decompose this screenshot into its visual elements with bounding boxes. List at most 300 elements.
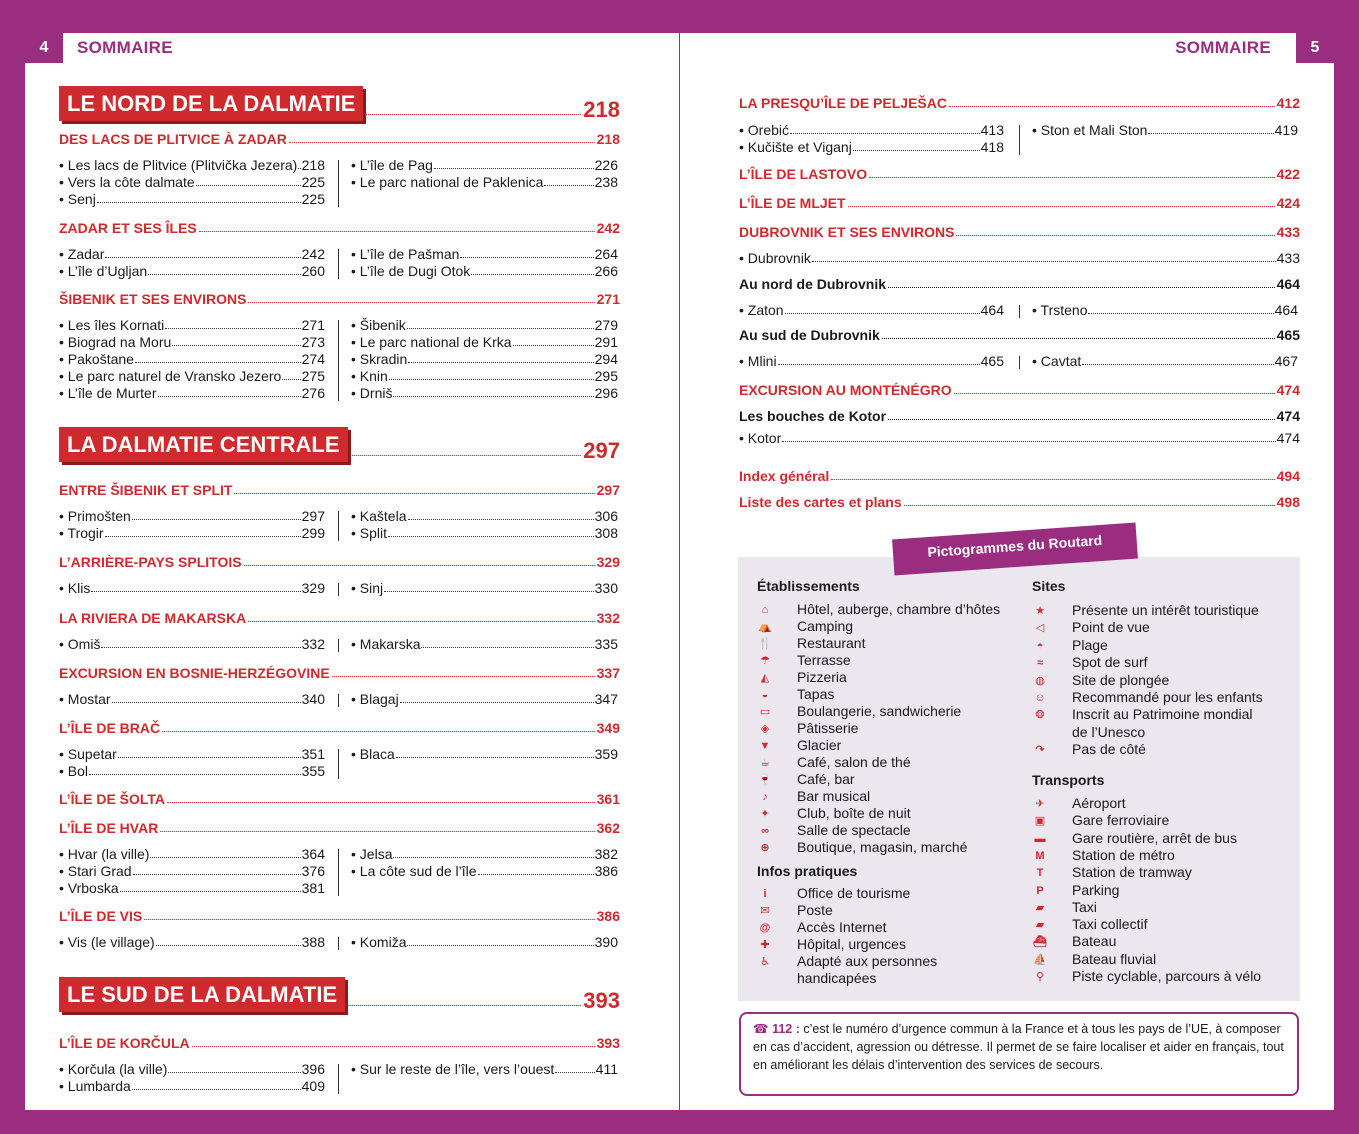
- leader-dots: [513, 345, 594, 346]
- toc-entry[interactable]: [351, 246, 618, 262]
- legend-item: [1032, 637, 1108, 654]
- legend-item-label: Pizzeria: [797, 669, 847, 685]
- blank-icon: [757, 972, 773, 986]
- entry-label: • Trogir: [59, 525, 104, 541]
- entry-label: • Komiža: [351, 934, 407, 950]
- legend-item: [757, 936, 906, 953]
- page-number-left: 4: [25, 33, 63, 63]
- toc-entry[interactable]: [59, 636, 325, 652]
- legend-item-label: Café, salon de thé: [797, 754, 911, 770]
- leader-dots: [888, 287, 1275, 288]
- section-heading[interactable]: [739, 408, 1300, 424]
- wheelchair-icon: ♿: [760, 956, 770, 968]
- section-title: LA PRESQU’ÎLE DE PELJEŠAC: [739, 95, 947, 111]
- music-icon: ♪: [762, 791, 768, 803]
- boat-icon: ⛴: [1033, 936, 1047, 949]
- entry-label: • L’île de Pašman: [351, 246, 460, 262]
- entry-page-number: 271: [301, 317, 325, 333]
- section-heading[interactable]: [59, 720, 620, 736]
- leader-dots: [156, 945, 301, 946]
- toc-entry[interactable]: [59, 263, 325, 279]
- leader-dots: [904, 505, 1275, 506]
- toc-entry[interactable]: [351, 934, 618, 950]
- entry-page-number: 359: [594, 746, 618, 762]
- section-heading[interactable]: [59, 554, 620, 570]
- leader-dots: [120, 891, 301, 892]
- leader-dots: [91, 591, 300, 592]
- leader-dots: [282, 379, 300, 380]
- legend-item: [757, 601, 1000, 618]
- unesco-icon: ❂: [1035, 709, 1045, 722]
- toc-entry[interactable]: [351, 746, 618, 762]
- leader-dots: [434, 168, 594, 169]
- emergency-note: [739, 1012, 1299, 1096]
- toc-entry[interactable]: [59, 191, 325, 207]
- section-heading[interactable]: [59, 820, 620, 836]
- icecream-icon: ▼: [759, 740, 771, 752]
- leader-dots: [785, 313, 980, 314]
- entry-label: • Ston et Mali Ston: [1032, 122, 1148, 138]
- leader-dots: [165, 328, 300, 329]
- section-title: L’ÎLE DE HVAR: [59, 820, 159, 836]
- section-heading[interactable]: [739, 494, 1300, 510]
- shared-taxi-icon: ▰: [1035, 919, 1045, 932]
- entry-label: • Šibenik: [351, 317, 406, 333]
- toc-entry[interactable]: [59, 385, 325, 401]
- toc-entry[interactable]: [59, 1061, 325, 1077]
- legend-item: [757, 737, 841, 754]
- section-heading[interactable]: [739, 276, 1300, 292]
- leader-dots: [160, 831, 594, 832]
- region-heading[interactable]: [59, 86, 620, 121]
- toc-entry[interactable]: [59, 846, 325, 862]
- section-heading[interactable]: [739, 166, 1300, 182]
- toc-entry[interactable]: [351, 863, 618, 879]
- column-divider: [338, 694, 339, 707]
- toc-entry[interactable]: [59, 880, 325, 896]
- entry-page-number: 376: [301, 863, 325, 879]
- legend-item: [757, 970, 876, 987]
- leader-dots: [105, 257, 300, 258]
- leader-dots: [831, 479, 1274, 480]
- legend-item-label: Taxi: [1072, 898, 1097, 915]
- toc-entry[interactable]: [59, 863, 325, 879]
- entry-label: • La côte sud de l’île: [351, 863, 477, 879]
- entry-label: • Korčula (la ville): [59, 1061, 168, 1077]
- legend-item: [1032, 864, 1192, 881]
- legend-item-label: Aéroport: [1072, 795, 1126, 811]
- toc-entry[interactable]: [351, 580, 618, 596]
- legend-item: [1032, 619, 1150, 636]
- legend-item: [757, 953, 937, 970]
- toc-entry[interactable]: [59, 174, 325, 190]
- legend-item-label: Pâtisserie: [797, 720, 859, 736]
- section-heading[interactable]: [739, 224, 1300, 240]
- section-title: L’ÎLE DE VIS: [59, 908, 143, 924]
- legend-item: [1032, 812, 1169, 829]
- pictogram-legend-title: Pictogrammes du Routard: [892, 523, 1138, 576]
- leader-dots: [1088, 313, 1273, 314]
- section-page-number: 474: [1276, 382, 1300, 398]
- legend-item: [757, 686, 834, 703]
- leader-dots: [389, 379, 594, 380]
- legend-item-label: Hôpital, urgences: [797, 936, 906, 952]
- section-heading[interactable]: [59, 610, 620, 626]
- leader-dots: [471, 274, 593, 275]
- beach-icon: ◓: [1036, 639, 1044, 652]
- toc-entry[interactable]: [59, 934, 325, 950]
- entry-label: • Knin: [351, 368, 388, 384]
- off-track-icon: ↷: [1035, 744, 1045, 757]
- toc-entry[interactable]: [59, 525, 325, 541]
- leader-dots: [1082, 364, 1273, 365]
- entry-label: • Blaca: [351, 746, 395, 762]
- entry-page-number: 296: [594, 385, 618, 401]
- toc-entry[interactable]: [59, 157, 325, 173]
- diving-icon: ◍: [1035, 674, 1045, 687]
- entry-label: • Cavtat: [1032, 353, 1082, 369]
- entry-label: • Zadar: [59, 246, 105, 262]
- leader-dots: [365, 114, 581, 115]
- taxi-icon: ▰: [1035, 901, 1045, 914]
- toc-entry[interactable]: [1032, 122, 1298, 138]
- section-heading[interactable]: [59, 665, 620, 681]
- leader-dots: [869, 177, 1275, 178]
- entry-page-number: 299: [301, 525, 325, 541]
- entry-page-number: 418: [980, 139, 1004, 155]
- section-heading[interactable]: [739, 95, 1300, 111]
- section-page-number: 242: [596, 220, 620, 236]
- legend-item-label: Piste cyclable, parcours à vélo: [1072, 968, 1262, 984]
- mail-icon: ✉: [760, 905, 770, 917]
- legend-item-label: Bar musical: [797, 788, 871, 804]
- toc-entry[interactable]: [351, 385, 618, 401]
- legend-item: [757, 618, 853, 635]
- legend-item-label: Hôtel, auberge, chambre d’hôtes: [797, 601, 1001, 617]
- legend-item: [1032, 602, 1259, 619]
- legend-group-title: Sites: [1032, 578, 1066, 594]
- column-divider: [338, 320, 339, 401]
- entry-page-number: 275: [301, 368, 325, 384]
- toc-entry[interactable]: [739, 430, 1300, 446]
- entry-page-number: 396: [301, 1061, 325, 1077]
- toc-entry[interactable]: [1032, 353, 1298, 369]
- leader-dots: [882, 338, 1275, 339]
- entry-page-number: 464: [1274, 302, 1298, 318]
- legend-item: [1032, 847, 1175, 864]
- section-heading[interactable]: [59, 1035, 620, 1051]
- legend-group-title: Infos pratiques: [757, 863, 858, 879]
- entry-page-number: 266: [594, 263, 618, 279]
- legend-item: [757, 822, 911, 839]
- legend-item-label: Club, boîte de nuit: [797, 805, 911, 821]
- section-heading[interactable]: [59, 291, 620, 307]
- leader-dots: [244, 565, 595, 566]
- toc-entry[interactable]: [59, 351, 325, 367]
- hospital-icon: ✚: [760, 939, 770, 951]
- section-heading[interactable]: [59, 482, 620, 498]
- region-heading[interactable]: [59, 427, 620, 462]
- leader-dots: [812, 261, 1276, 262]
- toc-entry[interactable]: [351, 1061, 618, 1077]
- phone-icon: ☎: [753, 1022, 769, 1036]
- tram-icon: T: [1036, 867, 1044, 880]
- entry-page-number: 218: [301, 157, 325, 173]
- legend-item: [1032, 724, 1145, 741]
- leader-dots: [888, 419, 1275, 420]
- section-heading[interactable]: [59, 131, 620, 147]
- legend-item: [1032, 916, 1147, 933]
- leader-dots: [408, 519, 594, 520]
- toc-entry[interactable]: [59, 1078, 325, 1094]
- parking-icon: P: [1036, 884, 1044, 897]
- entry-label: • L’île de Dugi Otok: [351, 263, 471, 279]
- toc-entry[interactable]: [1032, 302, 1298, 318]
- leader-dots: [172, 345, 300, 346]
- leader-dots: [393, 396, 593, 397]
- entry-page-number: 329: [301, 580, 325, 596]
- page-title-right: SOMMAIRE: [1175, 38, 1271, 57]
- legend-item-label: Salle de spectacle: [797, 822, 911, 838]
- legend-item-label: Bateau fluvial: [1072, 950, 1157, 967]
- entry-page-number: 340: [301, 691, 325, 707]
- bread-icon: ▭: [759, 706, 771, 718]
- leader-dots: [112, 702, 301, 703]
- entry-page-number: 465: [980, 353, 1004, 369]
- section-heading[interactable]: [59, 791, 620, 807]
- leader-dots: [118, 757, 301, 758]
- region-title: LE SUD DE LA DALMATIE: [59, 977, 345, 1012]
- toc-entry[interactable]: [351, 368, 618, 384]
- children-icon: ☺: [1034, 692, 1046, 704]
- leader-dots: [407, 945, 593, 946]
- coffee-icon: ☕: [760, 757, 770, 769]
- toc-entry[interactable]: [351, 263, 618, 279]
- toc-entry[interactable]: [59, 508, 325, 524]
- legend-item-label: Site de plongée: [1072, 671, 1170, 688]
- section-heading[interactable]: [739, 327, 1300, 343]
- toc-entry[interactable]: [351, 691, 618, 707]
- leader-dots: [168, 1072, 300, 1073]
- entry-label: • Split: [351, 525, 388, 541]
- entry-page-number: 225: [301, 174, 325, 190]
- toc-entry[interactable]: [59, 334, 325, 350]
- leader-dots: [133, 874, 301, 875]
- leader-dots: [350, 455, 582, 456]
- entry-label: • Bol: [59, 763, 89, 779]
- river-boat-icon: ⛵: [1033, 953, 1047, 966]
- entry-page-number: 467: [1274, 353, 1298, 369]
- leader-dots: [248, 621, 594, 622]
- toc-entry[interactable]: [739, 250, 1300, 266]
- page-title-left: SOMMAIRE: [77, 38, 173, 57]
- entry-label: • L’île d’Ugljan: [59, 263, 148, 279]
- leader-dots: [555, 1072, 594, 1073]
- toc-entry[interactable]: [739, 353, 1004, 369]
- legend-item: [1032, 933, 1116, 950]
- section-title: ZADAR ET SES ÎLES: [59, 220, 197, 236]
- legend-item: [1032, 654, 1148, 671]
- toc-entry[interactable]: [351, 157, 618, 173]
- entry-label: • Les lacs de Plitvice (Plitvička Jezera): [59, 157, 298, 173]
- entry-label: • Makarska: [351, 636, 421, 652]
- entry-label: • Vers la côte dalmate: [59, 174, 195, 190]
- toc-entry[interactable]: [351, 508, 618, 524]
- legend-item: [1032, 830, 1237, 847]
- toc-entry[interactable]: [59, 246, 325, 262]
- section-title: ŠIBENIK ET SES ENVIRONS: [59, 291, 247, 307]
- legend-item: [1032, 951, 1156, 968]
- column-divider: [1019, 125, 1020, 155]
- bus-icon: ▬: [1034, 832, 1046, 845]
- bike-icon: ⚲: [1035, 971, 1045, 983]
- section-heading[interactable]: [739, 382, 1300, 398]
- column-divider: [338, 1064, 339, 1094]
- entry-label: • Kučište et Viganj: [739, 139, 852, 155]
- entry-page-number: 238: [594, 174, 618, 190]
- entry-label: • Lumbarda: [59, 1078, 131, 1094]
- entry-page-number: 306: [594, 508, 618, 524]
- leader-dots: [289, 142, 595, 143]
- airport-icon: ✈: [1035, 798, 1045, 810]
- section-title: L’ARRIÈRE-PAYS SPLITOIS: [59, 554, 242, 570]
- legend-item-label: Point de vue: [1072, 619, 1150, 636]
- entry-label: • Sur le reste de l’île, vers l’ouest: [351, 1061, 555, 1077]
- leader-dots: [162, 731, 595, 732]
- entry-page-number: 273: [301, 334, 325, 350]
- entry-page-number: 409: [301, 1078, 325, 1094]
- surf-icon: ≈: [1036, 657, 1044, 670]
- toc-entry[interactable]: [59, 763, 325, 779]
- section-page-number: 332: [596, 610, 620, 626]
- region-page-number: 297: [583, 438, 620, 463]
- entry-label: • L’île de Pag: [351, 157, 433, 173]
- toc-entry[interactable]: [351, 351, 618, 367]
- entry-page-number: 242: [301, 246, 325, 262]
- toc-entry[interactable]: [351, 525, 618, 541]
- legend-item-label: de l’Unesco: [1072, 723, 1146, 740]
- hotel-icon: ⌂: [761, 604, 769, 616]
- legend-item-label: Pas de côté: [1072, 741, 1146, 758]
- legend-item: [757, 703, 961, 720]
- entry-page-number: 364: [301, 846, 325, 862]
- section-page-number: 464: [1276, 276, 1300, 292]
- entry-label: • Biograd na Moru: [59, 334, 172, 350]
- legend-item-label: Tapas: [797, 686, 835, 702]
- section-title: Liste des cartes et plans: [739, 494, 902, 510]
- leader-dots: [407, 328, 594, 329]
- toc-entry[interactable]: [59, 691, 325, 707]
- legend-item-label: Présente un intérêt touristique: [1072, 602, 1259, 618]
- legend-item: [757, 669, 847, 686]
- leader-dots: [199, 231, 595, 232]
- legend-item-label: Gare ferroviaire: [1072, 812, 1170, 829]
- viewpoint-icon: ◁: [1035, 622, 1045, 635]
- entry-page-number: 386: [594, 863, 618, 879]
- leader-dots: [388, 536, 594, 537]
- entry-page-number: 355: [301, 763, 325, 779]
- leader-dots: [150, 857, 300, 858]
- section-page-number: 337: [596, 665, 620, 681]
- toc-entry[interactable]: [739, 122, 1004, 138]
- leader-dots: [393, 857, 593, 858]
- legend-item-label: Inscrit au Patrimoine mondial: [1072, 706, 1253, 723]
- toc-entry[interactable]: [351, 317, 618, 333]
- legend-item-label: Recommandé pour les enfants: [1072, 689, 1263, 705]
- legend-item-label: Adapté aux personnes: [797, 953, 938, 969]
- toc-entry[interactable]: [351, 636, 618, 652]
- leader-dots: [89, 774, 301, 775]
- legend-item: [757, 754, 911, 771]
- terrace-icon: ☂: [760, 655, 770, 667]
- metro-icon: M: [1035, 849, 1045, 862]
- leader-dots: [158, 396, 301, 397]
- column-divider: [1019, 305, 1020, 318]
- section-page-number: 329: [596, 554, 620, 570]
- legend-item: [1032, 672, 1169, 689]
- toc-entry[interactable]: [351, 334, 618, 350]
- section-heading[interactable]: [59, 908, 620, 924]
- column-divider: [338, 937, 339, 950]
- region-heading[interactable]: [59, 977, 620, 1012]
- legend-item-label: Spot de surf: [1072, 654, 1148, 671]
- legend-item-label: Gare routière, arrêt de bus: [1072, 829, 1237, 846]
- section-page-number: 422: [1276, 166, 1300, 182]
- toc-entry[interactable]: [739, 302, 1004, 318]
- toc-entry[interactable]: [739, 139, 1004, 155]
- entry-page-number: 274: [301, 351, 325, 367]
- entry-label: • Primošten: [59, 508, 131, 524]
- toc-entry[interactable]: [59, 746, 325, 762]
- section-title: DES LACS DE PLITVICE À ZADAR: [59, 131, 287, 147]
- toc-entry[interactable]: [59, 580, 325, 596]
- legend-group-title: Établissements: [757, 578, 860, 594]
- leader-dots: [478, 874, 594, 875]
- theatre-icon: ∞: [761, 825, 769, 837]
- entry-page-number: 264: [594, 246, 618, 262]
- column-divider: [338, 583, 339, 596]
- entry-page-number: 294: [594, 351, 618, 367]
- legend-item-label: Poste: [797, 902, 833, 918]
- column-divider: [338, 849, 339, 896]
- section-heading[interactable]: [739, 468, 1300, 484]
- toc-entry[interactable]: [351, 846, 618, 862]
- tapas-icon: ◒: [761, 689, 769, 701]
- legend-item: [757, 635, 865, 652]
- info-icon: i: [763, 888, 767, 900]
- legend-item: [1032, 706, 1253, 723]
- section-heading[interactable]: [59, 220, 620, 236]
- at-icon: @: [759, 922, 771, 934]
- leader-dots: [234, 493, 594, 494]
- toc-entry[interactable]: [351, 174, 618, 190]
- entry-page-number: 382: [594, 846, 618, 862]
- toc-entry[interactable]: [59, 368, 325, 384]
- leader-dots: [332, 676, 595, 677]
- legend-item: [757, 839, 967, 856]
- legend-item-label: handicapées: [797, 970, 877, 986]
- section-title: L’ÎLE DE ŠOLTA: [59, 791, 166, 807]
- leader-dots: [144, 919, 594, 920]
- toc-entry[interactable]: [59, 317, 325, 333]
- section-heading[interactable]: [739, 195, 1300, 211]
- legend-item: [757, 771, 855, 788]
- entry-label: • Sinj: [351, 580, 384, 596]
- leader-dots: [384, 591, 594, 592]
- leader-dots: [460, 257, 593, 258]
- section-page-number: 465: [1276, 327, 1300, 343]
- leader-dots: [790, 133, 980, 134]
